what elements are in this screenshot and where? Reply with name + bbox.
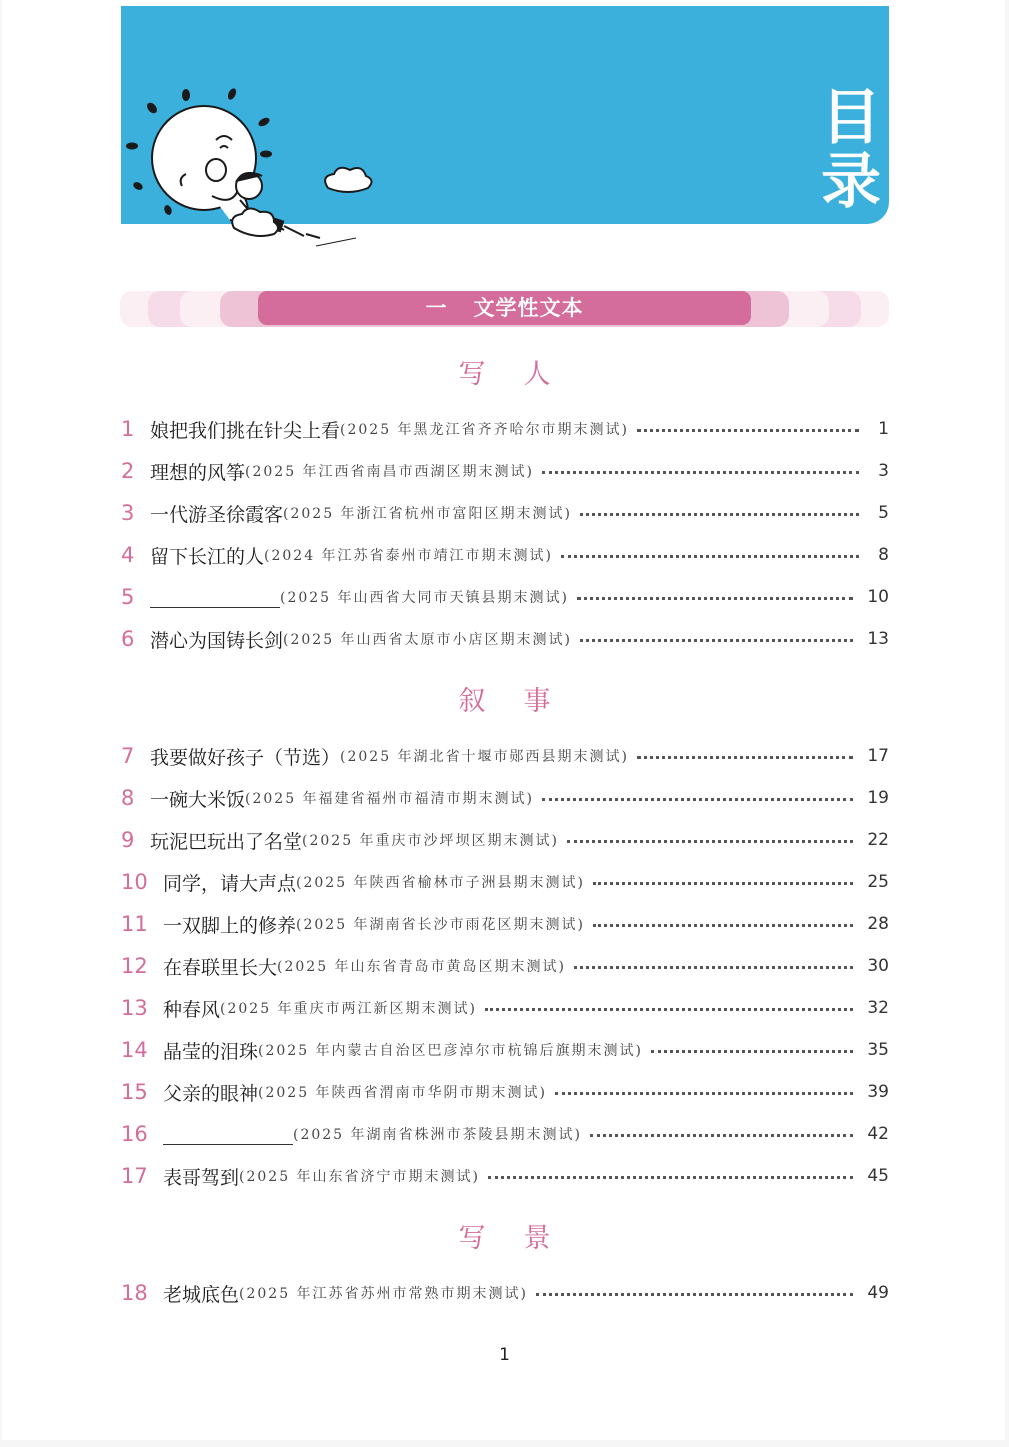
toc-entry-number: 1 — [121, 417, 135, 441]
toc-entry-number: 18 — [121, 1281, 148, 1305]
toc-entry-title: 表哥驾到 — [163, 1166, 240, 1189]
toc-entry-number: 13 — [121, 996, 148, 1020]
dot-leader — [567, 840, 853, 843]
toc-entry-title: 一双脚上的修养 — [163, 914, 297, 937]
toc-entry-source: (2025 年湖北省十堰市郧西县期末测试) — [340, 749, 630, 765]
toc-entry-title: 潜心为国铸长剑 — [150, 629, 284, 652]
toc-entry-number: 6 — [121, 627, 135, 651]
toc-entry[interactable] — [121, 498, 889, 528]
toc-entry-page: 35 — [867, 1040, 889, 1060]
dot-leader — [580, 639, 853, 642]
section-heading-bar — [120, 291, 889, 327]
toc-entry[interactable] — [121, 624, 889, 654]
toc-entry-number: 10 — [121, 870, 148, 894]
dot-leader — [593, 882, 853, 885]
toc-entry-page: 28 — [867, 914, 889, 934]
toc-entry-number: 14 — [121, 1038, 148, 1062]
toc-entry-source: (2025 年江苏省苏州市常熟市期末测试) — [239, 1286, 529, 1302]
toc-entry-source: (2025 年山西省太原市小店区期末测试) — [283, 632, 573, 648]
toc-entry-page: 5 — [878, 503, 889, 523]
dot-leader — [637, 756, 853, 759]
title-char-1: 目 — [821, 83, 881, 153]
sun-and-child-illustration — [116, 78, 376, 256]
toc-entry-page: 22 — [867, 830, 889, 850]
toc-entry[interactable] — [121, 1119, 889, 1149]
toc-entry[interactable] — [121, 414, 889, 444]
toc-entry-source: (2025 年陕西省榆林市子洲县期末测试) — [296, 875, 586, 891]
section-number: 一 — [425, 296, 448, 320]
toc-entry-title: 玩泥巴玩出了名堂 — [150, 830, 303, 853]
dot-leader — [555, 1092, 853, 1095]
toc-entry[interactable] — [121, 1077, 889, 1107]
page-title — [818, 83, 884, 217]
toc-entry[interactable] — [121, 741, 889, 771]
toc-entry-title: 老城底色 — [163, 1283, 240, 1306]
dot-leader — [542, 798, 853, 801]
toc-entry-page: 3 — [878, 461, 889, 481]
toc-entry-title: 同学，请大声点 — [163, 872, 297, 895]
toc-entry-source: (2025 年山东省青岛市黄岛区期末测试) — [277, 959, 567, 975]
toc-entry-source: (2025 年黑龙江省齐齐哈尔市期末测试) — [340, 422, 630, 438]
toc-entry-title: 留下长江的人 — [150, 545, 265, 568]
toc-entry-number: 8 — [121, 786, 135, 810]
dot-leader — [577, 597, 853, 600]
toc-entry[interactable] — [121, 582, 889, 612]
toc-entry-title: 理想的风筝 — [150, 461, 246, 484]
toc-entry[interactable] — [121, 540, 889, 570]
toc-entry-page: 8 — [878, 545, 889, 565]
toc-entry-source: (2025 年山西省大同市天镇县期末测试) — [280, 590, 570, 606]
dot-leader — [536, 1293, 853, 1296]
toc-entry-page: 25 — [867, 872, 889, 892]
dot-leader — [580, 513, 859, 516]
toc-entry-number: 11 — [121, 912, 148, 936]
toc-entry-number: 5 — [121, 585, 135, 609]
blank-title-line — [163, 1124, 293, 1145]
toc-entry-page: 39 — [867, 1082, 889, 1102]
toc-entry-number: 3 — [121, 501, 135, 525]
toc-entry-source: (2025 年江西省南昌市西湖区期末测试) — [245, 464, 535, 480]
toc-entry[interactable] — [121, 1161, 889, 1191]
toc-entry-number: 4 — [121, 543, 135, 567]
dot-leader — [488, 1176, 853, 1179]
toc-entry-source: (2025 年内蒙古自治区巴彦淖尔市杭锦后旗期末测试) — [258, 1043, 644, 1059]
title-char-2: 录 — [821, 147, 881, 217]
toc-entry-page: 19 — [867, 788, 889, 808]
toc-entry[interactable] — [121, 909, 889, 939]
toc-entry-title: 娘把我们挑在针尖上看 — [150, 419, 341, 442]
toc-entry-number: 7 — [121, 744, 135, 768]
dot-leader — [561, 555, 859, 558]
toc-entry[interactable] — [121, 993, 889, 1023]
group-heading: 写人 — [458, 359, 589, 390]
dot-leader — [590, 1134, 853, 1137]
dot-leader — [593, 924, 853, 927]
toc-entry-source: (2025 年重庆市沙坪坝区期末测试) — [302, 833, 560, 849]
toc-entry-page: 42 — [867, 1124, 889, 1144]
toc-entry[interactable] — [121, 1278, 889, 1308]
dot-leader — [637, 429, 859, 432]
toc-entry-title: 在春联里长大 — [163, 956, 278, 979]
dot-leader — [485, 1008, 853, 1011]
toc-entry[interactable] — [121, 1035, 889, 1065]
toc-entry-number: 15 — [121, 1080, 148, 1104]
toc-entry[interactable] — [121, 456, 889, 486]
toc-entry-number: 2 — [121, 459, 135, 483]
toc-entry-page: 49 — [867, 1283, 889, 1303]
toc-entry-number: 17 — [121, 1164, 148, 1188]
toc-entry-number: 12 — [121, 954, 148, 978]
dot-leader — [574, 966, 853, 969]
toc-entry-title: 晶莹的泪珠 — [163, 1040, 259, 1063]
toc-entry-source: (2025 年湖南省株洲市茶陵县期末测试) — [293, 1127, 583, 1143]
section-title — [258, 291, 751, 325]
toc-entry-source: (2024 年江苏省泰州市靖江市期末测试) — [264, 548, 554, 564]
toc-entry-page: 17 — [867, 746, 889, 766]
toc-entry[interactable] — [121, 825, 889, 855]
toc-entry-title: 我要做好孩子（节选） — [150, 746, 341, 769]
toc-entry[interactable] — [121, 951, 889, 981]
toc-entry-page: 13 — [867, 629, 889, 649]
toc-entry-page: 10 — [867, 587, 889, 607]
page-number: 1 — [499, 1345, 510, 1365]
toc-entry-title: 种春风 — [163, 998, 221, 1021]
dot-leader — [651, 1050, 853, 1053]
blank-title-line — [150, 587, 280, 608]
toc-entry-page: 45 — [867, 1166, 889, 1186]
toc-entry-source: (2025 年山东省济宁市期末测试) — [239, 1169, 481, 1185]
toc-entry-source: (2025 年重庆市两江新区期末测试) — [220, 1001, 478, 1017]
group-heading: 叙事 — [458, 686, 589, 717]
toc-entry-title: 一碗大米饭 — [150, 788, 246, 811]
toc-entry-title: 一代游圣徐霞客 — [150, 503, 284, 526]
toc-entry-source: (2025 年陕西省渭南市华阴市期末测试) — [258, 1085, 548, 1101]
group-heading: 写景 — [458, 1223, 589, 1254]
dot-leader — [542, 471, 859, 474]
toc-entry-page: 32 — [867, 998, 889, 1018]
section-title-text: 文学性文本 — [473, 296, 584, 320]
toc-entry-source: (2025 年湖南省长沙市雨花区期末测试) — [296, 917, 586, 933]
toc-entry-title: 父亲的眼神 — [163, 1082, 259, 1105]
toc-entry-source: (2025 年福建省福州市福清市期末测试) — [245, 791, 535, 807]
toc-entry-source: (2025 年浙江省杭州市富阳区期末测试) — [283, 506, 573, 522]
toc-entry-page: 30 — [867, 956, 889, 976]
toc-entry[interactable] — [121, 867, 889, 897]
toc-entry-page: 1 — [878, 419, 889, 439]
toc-entry-number: 9 — [121, 828, 135, 852]
toc-entry[interactable] — [121, 783, 889, 813]
toc-entry-number: 16 — [121, 1122, 148, 1146]
